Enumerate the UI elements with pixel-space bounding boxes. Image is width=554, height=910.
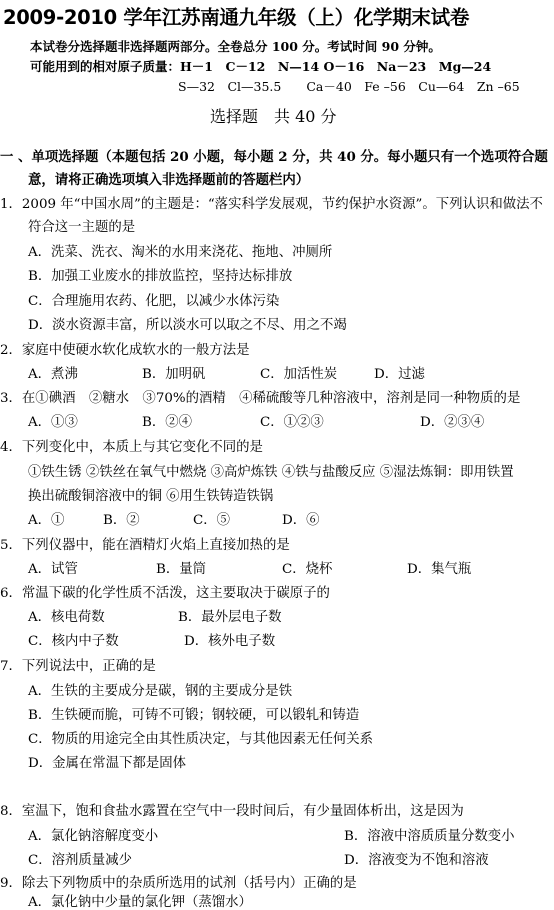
- option: A．氯化钠中少量的氯化钾（蒸馏水）: [28, 895, 252, 910]
- option: B．溶液中溶质质量分数变小: [344, 829, 515, 844]
- option: A．生铁的主要成分是碳，钢的主要成分是铁: [28, 684, 293, 699]
- option: D．淡水资源丰富，所以淡水可以取之不尽、用之不竭: [28, 318, 347, 333]
- question-stem: 5．下列仪器中，能在酒精灯火焰上直接加热的是: [0, 538, 290, 553]
- option: D．金属在常温下都是固体: [28, 756, 187, 771]
- atomic-masses-line-2: S—32 Cl—35.5 Ca－40 Fe –56 Cu—64 Zn –65: [178, 79, 520, 94]
- option: A．煮沸: [28, 367, 78, 382]
- exam-notice: 本试卷分选择题非选择题两部分。全卷总分 100 分。考试时间 90 分钟。: [30, 39, 441, 54]
- section-title: 选择题 共 40 分: [210, 107, 337, 126]
- question-stem: 符合这一主题的是: [28, 220, 136, 235]
- question-stem: 3．在①碘酒 ②糖水 ③70%的酒精 ④稀硫酸等几种溶液中，溶剂是同一种物质的是: [0, 391, 521, 406]
- option: A．①③: [28, 415, 78, 430]
- option: D．过滤: [374, 367, 425, 382]
- question-stem: 6．常温下碳的化学性质不活泼，这主要取决于碳原子的: [0, 586, 330, 601]
- question-stem: 7．下列说法中，正确的是: [0, 659, 156, 674]
- option: A．核电荷数: [28, 610, 105, 625]
- part-heading: 一 、单项选择题（本题包括 20 小题，每小题 2 分，共 40 分。每小题只有一个选项符合题: [0, 149, 548, 165]
- option: C．加活性炭: [260, 367, 338, 382]
- option: A．①: [28, 513, 65, 528]
- option: A．试管: [28, 562, 78, 577]
- exam-title: 2009-2010 学年江苏南通九年级（上）化学期末试卷: [3, 6, 470, 29]
- question-stem: 9．除去下列物质中的杂质所选用的试剂（括号内）正确的是: [0, 876, 357, 891]
- question-stem: ①铁生锈 ②铁丝在氧气中燃烧 ③高炉炼铁 ④铁与盐酸反应 ⑤湿法炼铜：即用铁置: [28, 465, 514, 480]
- question-stem: 2．家庭中使硬水软化成软水的一般方法是: [0, 343, 250, 358]
- question-stem: 8．室温下，饱和食盐水露置在空气中一段时间后，有少量固体析出，这是因为: [0, 804, 464, 819]
- option: C．溶剂质量减少: [28, 853, 132, 868]
- option: B．加明矾: [142, 367, 206, 382]
- question-stem: 换出硫酸铜溶液中的铜 ⑥用生铁铸造铁锅: [28, 489, 274, 504]
- option: D．⑥: [282, 513, 320, 528]
- option: B．生铁硬而脆，可铸不可锻；钢较硬，可以锻轧和铸造: [28, 708, 360, 723]
- option: B．②: [103, 513, 140, 528]
- question-stem: 4．下列变化中，本质上与其它变化不同的是: [0, 440, 263, 455]
- option: D．②③④: [420, 415, 485, 430]
- option: D．溶液变为不饱和溶液: [344, 853, 489, 868]
- option: C．①②③: [260, 415, 324, 430]
- option: B．加强工业废水的排放监控，坚持达标排放: [28, 269, 293, 284]
- option: A．氯化钠溶解度变小: [28, 829, 159, 844]
- option: A．洗菜、洗衣、淘米的水用来浇花、拖地、冲厕所: [28, 245, 333, 260]
- option: B．②④: [142, 415, 193, 430]
- option: D．核外电子数: [184, 634, 276, 649]
- option: C．物质的用途完全由其性质决定，与其他因素无任何关系: [28, 732, 374, 747]
- question-stem: 1．2009 年“中国水周”的主题是：“落实科学发展观，节约保护水资源”。下列认识和做法不: [0, 197, 543, 212]
- option: C．⑤: [193, 513, 231, 528]
- option: B．量筒: [156, 562, 207, 577]
- option: C．核内中子数: [28, 634, 119, 649]
- part-heading-cont: 意，请将正确选项填入非选择题前的答题栏内）: [28, 172, 310, 188]
- option: C．烧杯: [282, 562, 333, 577]
- option: B．最外层电子数: [178, 610, 282, 625]
- atomic-masses-line-1: 可能用到的相对原子质量：H－1 C－12 N—14 O－16 Na－23 Mg—24: [30, 59, 492, 74]
- option: D．集气瓶: [407, 562, 472, 577]
- option: C．合理施用农药、化肥，以减少水体污染: [28, 294, 280, 309]
